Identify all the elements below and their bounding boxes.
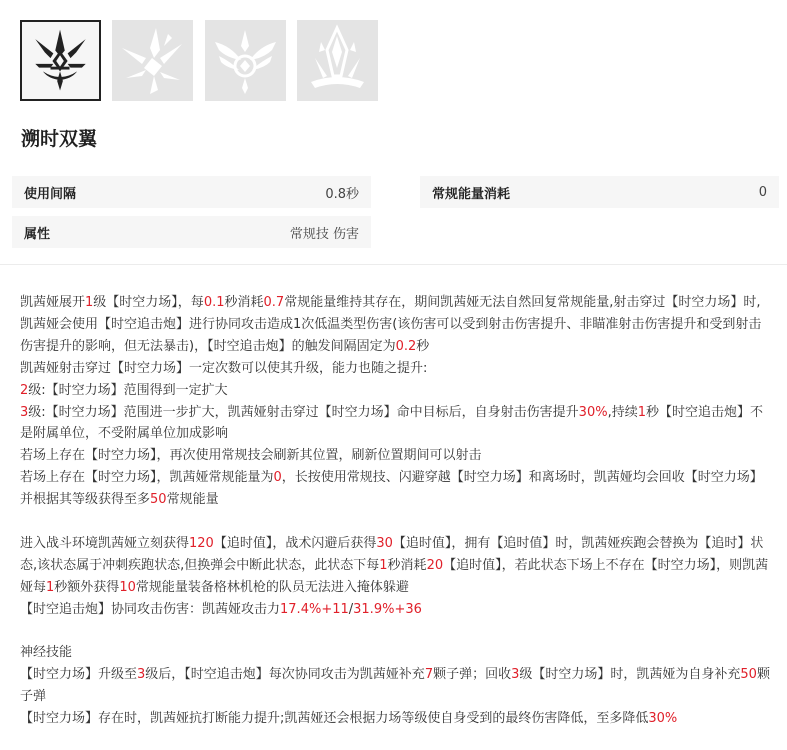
desc-text: 级后，【时空追击炮】每次协同攻击为凯茜娅补充 (145, 667, 425, 683)
desc-paragraph (20, 599, 772, 621)
rising-crystal-icon (297, 20, 378, 101)
desc-text: 【追时值】，若此状态下场上不存在【时空力场】，则凯茜娅每 (20, 557, 769, 595)
desc-text: 【时空力场】升级至 (20, 667, 138, 683)
desc-text: 级【时空力场】，每 (93, 295, 204, 310)
stat-interval-value: 0.8秒 (325, 186, 359, 202)
desc-text: 颗子弹 (20, 667, 770, 705)
desc-text: ，长按使用常规技、闪避穿越【时空力场】和离场时，凯茜娅均会回收【时空力场】并根据其等级获得至多 (20, 470, 763, 508)
highlight-value: 50 (150, 492, 167, 508)
desc-text: 【时空追击炮】协同攻击伤害：凯茜娅攻击力 (20, 601, 281, 617)
highlight-value: 1 (85, 295, 94, 310)
highlight-value: 1 (379, 557, 388, 573)
desc-text: 秒【时空追击炮】不是附属单位，不受附属单位加成影响 (20, 404, 764, 442)
highlight-value: 3 (20, 404, 29, 420)
crystal-emblem-icon (22, 22, 99, 99)
desc-text: 若场上存在【时空力场】，再次使用常规技会刷新其位置，刷新位置期间可以射击 (20, 448, 482, 464)
stat-attribute (12, 216, 371, 248)
stat-interval-label: 使用间隔 (24, 186, 77, 202)
desc-text: 级:【时空力场】范围进一步扩大，凯茜娅射击穿过【时空力场】命中目标后，自身射击伤害提升 (28, 404, 579, 420)
desc-text: 秒消耗 (224, 295, 264, 310)
stat-interval (12, 176, 371, 208)
highlight-value: 50 (740, 667, 757, 683)
skill-description (20, 292, 772, 730)
highlight-value: 30% (648, 711, 678, 727)
stat-energy-value: 0 (758, 184, 767, 200)
desc-paragraph (20, 380, 772, 402)
skill-icon-3[interactable] (205, 20, 286, 101)
skill-icon-2[interactable] (112, 20, 193, 101)
desc-paragraph (20, 358, 772, 380)
skill-icon-1[interactable] (20, 20, 101, 101)
paragraph-gap (20, 511, 772, 533)
desc-paragraph (20, 445, 772, 467)
paragraph-gap (20, 621, 772, 643)
desc-text: 若场上存在【时空力场】，凯茜娅常规能量为 (20, 470, 274, 486)
desc-text: 【时空力场】存在时，凯茜娅抗打断能力提升;凯茜娅还会根据力场等级使自身受到的最终伤害降低，至多降低 (20, 711, 649, 727)
desc-text: 秒消耗 (387, 557, 427, 573)
highlight-value: 31.9%+36 (353, 601, 422, 617)
desc-paragraph (20, 292, 772, 358)
desc-paragraph (20, 664, 772, 708)
stat-attribute-value: 常规技 伤害 (289, 226, 359, 242)
skill-title: 溯时双翼 (21, 128, 98, 150)
desc-text: 颗子弹；回收 (433, 667, 512, 683)
stat-energy-label: 常规能量消耗 (432, 186, 511, 202)
section-divider (0, 264, 787, 265)
desc-text: ,持续 (607, 404, 638, 420)
desc-text: 【追时值】，战术闪避后获得 (213, 535, 377, 551)
desc-text: 凯茜娅展开 (20, 295, 86, 310)
desc-paragraph (20, 708, 772, 730)
highlight-value: 120 (189, 535, 214, 551)
desc-paragraph (20, 467, 772, 511)
highlight-value: 10 (119, 579, 136, 595)
neural-skill-heading (20, 642, 772, 664)
desc-text: 秒 (416, 338, 430, 354)
desc-text: / (348, 601, 354, 617)
highlight-value: 0.2 (395, 338, 417, 354)
highlight-value: 0.7 (263, 295, 285, 310)
highlight-value: 2 (20, 382, 29, 398)
desc-text: 常规能量维持其存在，期间凯茜娅无法自然回复常规能量,射击穿过【时空力场】时,凯茜娅会使用【时空追击炮】进行协同攻击造成1次低温类型伤害(该伤害可以受到射击伤害提升、非瞄准射击伤害提升和受到射击伤害提升的影响，但无法暴击)，【时空追击炮】的触发间隔固定为 (20, 295, 762, 354)
stat-attribute-label: 属性 (24, 226, 51, 242)
winged-crest-icon (205, 20, 286, 101)
desc-text: 秒额外获得 (54, 579, 120, 595)
highlight-value: 30% (578, 404, 608, 420)
shattered-crystal-icon (112, 20, 193, 101)
desc-text: 【追时值】，拥有【追时值】时，凯茜娅疾跑会替换为【追时】状态,该状态属于冲刺疾跑状态,但换弹会中断此状态，此状态下每 (20, 535, 764, 573)
desc-text: 常规能量 (166, 492, 219, 508)
desc-text: 神经技能 (20, 645, 73, 661)
highlight-value: 1 (46, 579, 55, 595)
highlight-value: 3 (511, 667, 520, 683)
highlight-value: 3 (137, 667, 146, 683)
highlight-value: 7 (424, 667, 434, 683)
desc-paragraph (20, 402, 772, 446)
highlight-value: 17.4%+11 (280, 601, 349, 617)
desc-text: 常规能量装备格林机枪的队员无法进入掩体躲避 (135, 579, 409, 595)
highlight-value: 0.1 (203, 295, 225, 310)
highlight-value: 1 (637, 404, 646, 420)
desc-text: 凯茜娅射击穿过【时空力场】一定次数可以使其升级，能力也随之提升: (20, 360, 428, 376)
highlight-value: 20 (426, 557, 444, 573)
highlight-value: 0 (273, 470, 282, 486)
desc-text: 进入战斗环境凯茜娅立刻获得 (20, 535, 190, 551)
stat-energy (420, 176, 779, 208)
desc-text: 级【时空力场】时，凯茜娅为自身补充 (519, 667, 741, 683)
highlight-value: 30 (376, 535, 393, 551)
desc-paragraph (20, 533, 772, 599)
desc-text: 级:【时空力场】范围得到一定扩大 (28, 382, 228, 398)
skill-icon-4[interactable] (297, 20, 378, 101)
